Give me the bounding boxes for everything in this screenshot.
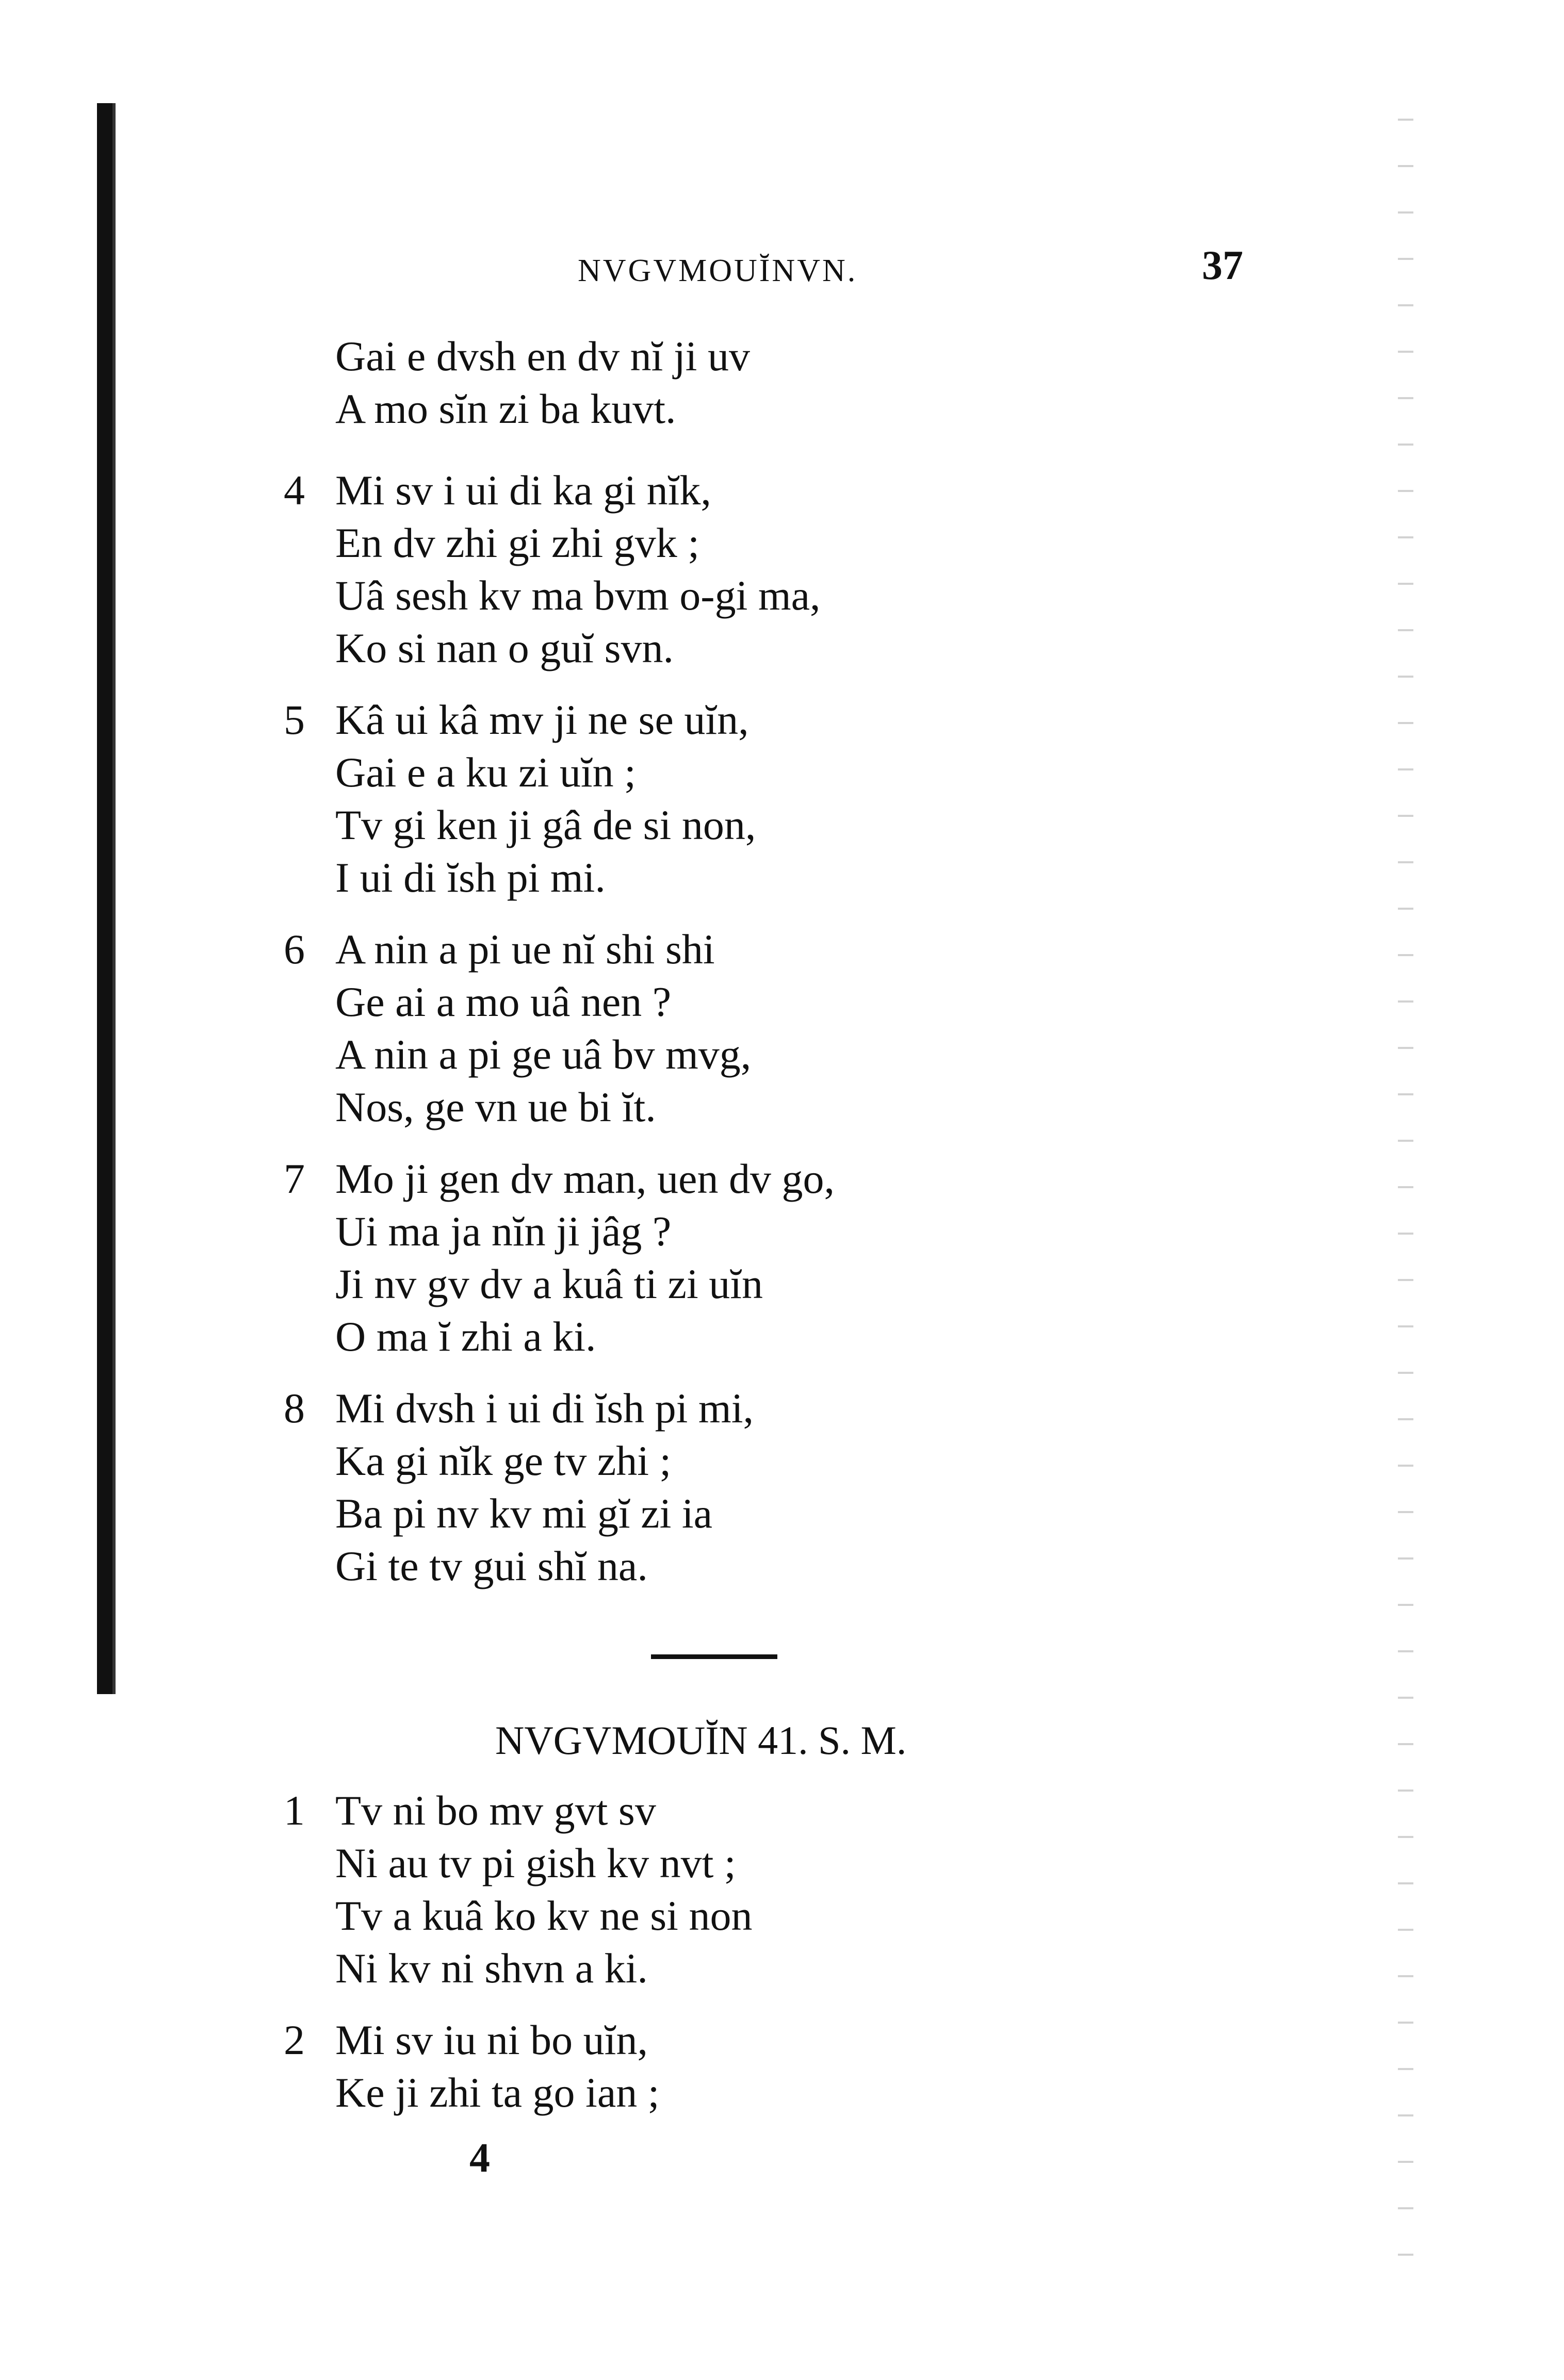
verse-line: Gi te tv gui shĭ na. xyxy=(335,1542,648,1589)
binding-edge-shadow xyxy=(112,103,116,1694)
signature-mark: 4 xyxy=(469,2136,490,2181)
hymn-heading: NVGVMOUĬN 41. S. M. xyxy=(495,1718,907,1763)
binding-edge xyxy=(97,103,112,1694)
stanza-number: 1 xyxy=(284,1787,305,1834)
verse-line: Ni kv ni shvn a ki. xyxy=(335,1945,648,1992)
verse-line: Ji nv gv dv a kuâ ti zi uĭn xyxy=(335,1260,763,1307)
stanza-8 xyxy=(284,1382,754,1593)
verse-line: A mo sĭn zi ba kuvt. xyxy=(335,385,676,432)
stanza-number: 5 xyxy=(284,696,305,743)
verse-line: Ge ai a mo uâ nen ? xyxy=(335,978,672,1025)
stanza-continuation xyxy=(335,330,750,435)
stanza-number: 4 xyxy=(284,467,305,514)
page-number: 37 xyxy=(1202,243,1243,288)
verse-line: Tv ni bo mv gvt sv xyxy=(335,1787,656,1834)
verse-line: I ui di ĭsh pi mi. xyxy=(335,854,606,901)
verse-line: Ui ma ja nĭn ji jâg ? xyxy=(335,1208,672,1255)
stanza-number: 2 xyxy=(284,2016,305,2063)
hymn-stanza-2 xyxy=(284,2014,660,2119)
stanza-number: 6 xyxy=(284,926,305,973)
verse-line: A nin a pi ue nĭ shi shi xyxy=(335,926,715,973)
verse-line: Gai e dvsh en dv nĭ ji uv xyxy=(335,333,750,380)
verse-line: Mo ji gen dv man, uen dv go, xyxy=(335,1155,835,1202)
verse-line: Mi sv i ui di ka gi nĭk, xyxy=(335,467,711,514)
stanza-4 xyxy=(284,464,821,675)
verse-line: Ni au tv pi gish kv nvt ; xyxy=(335,1840,736,1886)
running-head: NVGVMOUĬNVN. xyxy=(578,253,858,288)
hymn-stanza-1 xyxy=(284,1784,753,1995)
stanza-6 xyxy=(284,923,752,1134)
verse-line: Ka gi nĭk ge tv zhi ; xyxy=(335,1437,672,1484)
verse-line: A nin a pi ge uâ bv mvg, xyxy=(335,1031,752,1078)
verse-line: Nos, ge vn ue bi ĭt. xyxy=(335,1084,656,1130)
verse-line: Tv a kuâ ko kv ne si non xyxy=(335,1892,753,1939)
verse-line: Kâ ui kâ mv ji ne se uĭn, xyxy=(335,696,749,743)
verse-line: Uâ sesh kv ma bvm o-gi ma, xyxy=(335,572,821,619)
stanza-number: 7 xyxy=(284,1155,305,1202)
verse-line: Ke ji zhi ta go ian ; xyxy=(335,2069,660,2116)
verse-line: Ko si nan o guĭ svn. xyxy=(335,625,674,671)
stanza-7 xyxy=(284,1153,835,1363)
page-edge-noise xyxy=(1398,103,1413,2269)
stanza-5 xyxy=(284,694,756,904)
verse-line: En dv zhi gi zhi gvk ; xyxy=(335,519,700,566)
verse-line: Mi dvsh i ui di ĭsh pi mi, xyxy=(335,1385,754,1432)
verse-line: Tv gi ken ji gâ de si non, xyxy=(335,801,756,848)
verse-line: Mi sv iu ni bo uĭn, xyxy=(335,2016,648,2063)
verse-line: O ma ĭ zhi a ki. xyxy=(335,1313,596,1360)
verse-line: Gai e a ku zi uĭn ; xyxy=(335,749,636,796)
verse-line: Ba pi nv kv mi gĭ zi ia xyxy=(335,1490,713,1537)
section-divider xyxy=(651,1654,777,1659)
stanza-number: 8 xyxy=(284,1385,305,1432)
